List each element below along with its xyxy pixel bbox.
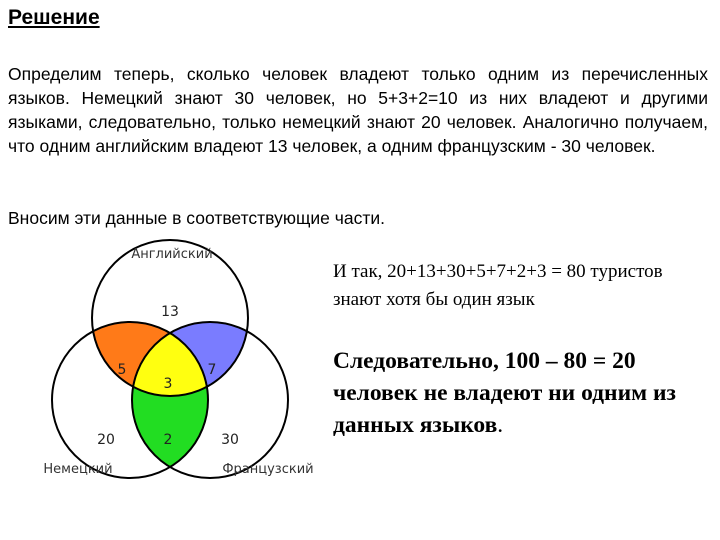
value-all-three: 3 <box>163 376 173 392</box>
conclusion-period: . <box>497 412 504 438</box>
venn-diagram <box>25 235 325 495</box>
value-german-only: 20 <box>97 432 115 448</box>
value-french-only: 30 <box>221 432 239 448</box>
value-english-only: 13 <box>161 304 179 320</box>
slide-title: Решение <box>8 6 100 29</box>
value-english-german: 5 <box>117 362 127 378</box>
value-german-french: 2 <box>163 432 173 448</box>
label-french: Французский <box>222 462 314 477</box>
conclusion-sentence: Следовательно, 100 – 80 = 20 человек не владеют ни одним из данных языков <box>333 348 676 438</box>
label-german: Немецкий <box>43 462 113 477</box>
label-english: Английский <box>131 247 213 262</box>
instruction-text: Вносим эти данные в соответствующие части. <box>8 208 385 228</box>
explanation-paragraph: Определим теперь, сколько человек владеют только одним из перечисленных языков. Немецкий знают 30 человек, но 5+3+2=10 из них владеют и другими языками, следовательно, только немецкий знают 20 человек. Аналогично получаем, что одним английским владеют 13 человек, а одним французским - 30 человек. <box>8 64 708 156</box>
value-english-french: 7 <box>207 362 217 378</box>
conclusion-text <box>333 345 713 441</box>
summary-text: И так, 20+13+30+5+7+2+3 = 80 туристов знают хотя бы один язык <box>333 261 663 310</box>
